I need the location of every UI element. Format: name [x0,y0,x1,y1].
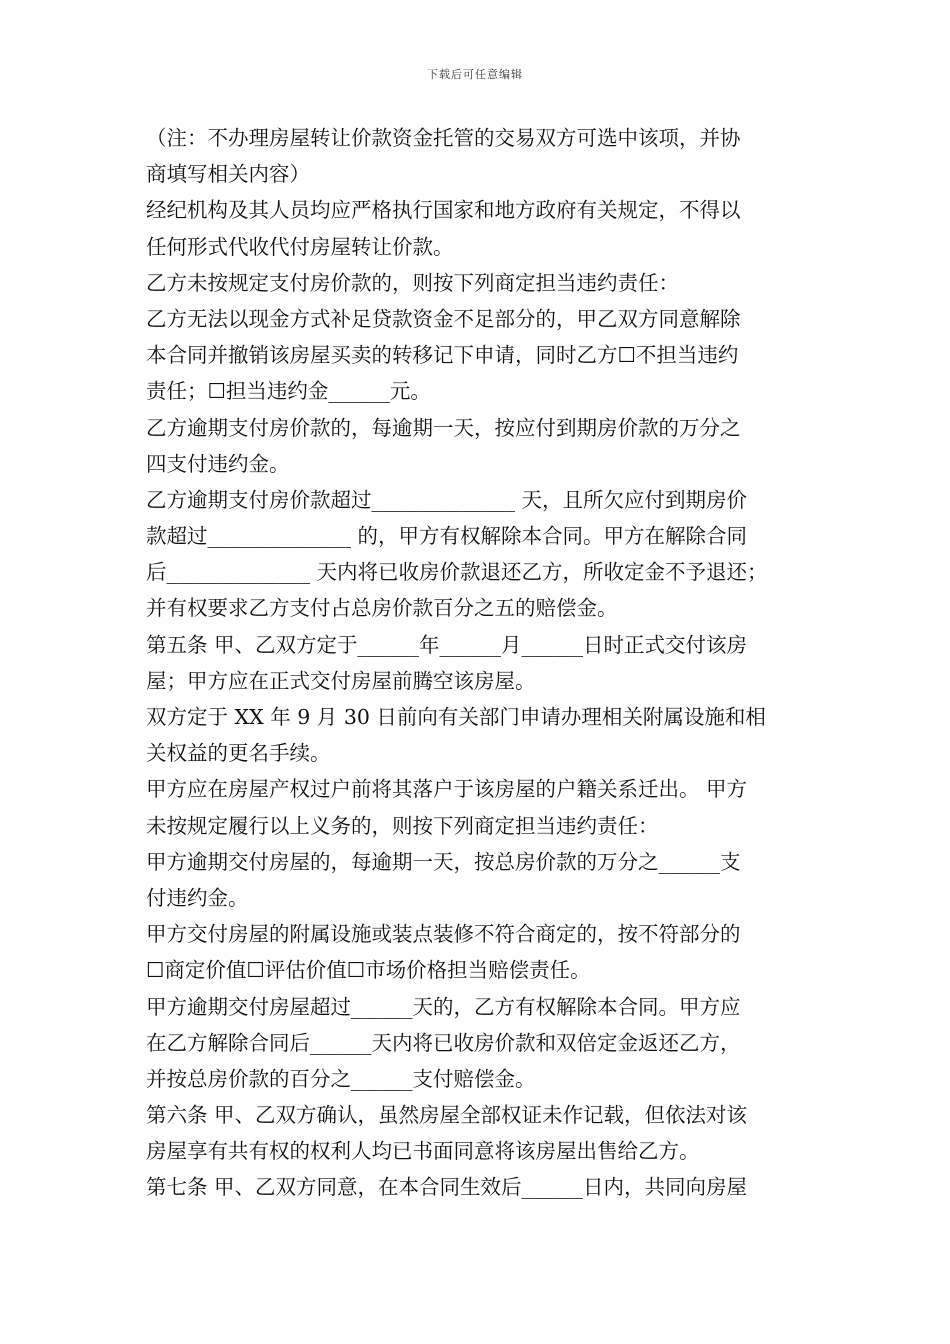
text-line: 后______________ 天内将已收房价款退还乙方，所收定金不予退还； [146,560,768,585]
text-line: 任何形式代收代付房屋转让价款。 [146,234,454,259]
text-line: 第六条 甲、乙双方确认，虽然房屋全部权证未作记载，但依法对该 [146,1103,748,1128]
text-line: 未按规定履行以上义务的，则按下列商定担当违约责任： [146,813,659,838]
document-body [146,120,810,1206]
text-line: 甲方逾期交付房屋的，每逾期一天，按总房价款的万分之______支 [146,849,741,874]
text-line: 并有权要求乙方支付占总房价款百分之五的赔偿金。 [146,596,618,621]
text-line: 房屋享有共有权的权利人均已书面同意将该房屋出售给乙方。 [146,1139,700,1164]
text-line: 责任；☐担当违约金______元。 [146,379,431,404]
text-line: 甲方逾期交付房屋超过______天的，乙方有权解除本合同。甲方应 [146,994,741,1019]
text-line: 乙方无法以现金方式补足贷款资金不足部分的，甲乙双方同意解除 [146,306,741,331]
text-line: 付违约金。 [146,885,249,910]
page-header-note: 下载后可任意编辑 [427,68,523,81]
text-line: 双方定于 XX 年 9 月 30 日前向有关部门申请办理相关附属设施和相 [146,705,766,729]
text-line: 乙方逾期支付房价款超过______________ 天，且所欠应付到期房价 [146,487,748,512]
text-line: 四支付违约金。 [146,451,290,476]
text-line: 第五条 甲、乙双方定于______年______月______日时正式交付该房 [146,632,748,657]
text-line: ☐商定价值☐评估价值☐市场价格担当赔偿责任。 [146,958,591,983]
text-line: 甲方应在房屋产权过户前将其落户于该房屋的户籍关系迁出。 甲方 [146,777,748,802]
text-line: 甲方交付房屋的附属设施或装点装修不符合商定的，按不符部分的 [146,922,741,947]
text-line: 经纪机构及其人员均应严格执行国家和地方政府有关规定，不得以 [146,198,741,223]
text-line: 乙方未按规定支付房价款的，则按下列商定担当违约责任： [146,270,679,295]
text-line: 并按总房价款的百分之______支付赔偿金。 [146,1066,536,1091]
text-line: 本合同并撤销该房屋买卖的转移记下申请，同时乙方☐不担当违约 [146,343,739,368]
text-line: 屋；甲方应在正式交付房屋前腾空该房屋。 [146,668,536,693]
text-line: （注：不办理房屋转让价款资金托管的交易双方可选中该项，并协 [146,126,741,150]
text-line: 商填写相关内容） [146,162,310,187]
text-line: 第七条 甲、乙双方同意，在本合同生效后______日内，共同向房屋 [146,1175,748,1200]
text-line: 关权益的更名手续。 [146,741,331,766]
text-line: 在乙方解除合同后______天内将已收房价款和双倍定金返还乙方， [146,1030,741,1055]
text-line: 款超过______________ 的，甲方有权解除本合同。甲方在解除合同 [146,524,748,549]
text-line: 乙方逾期支付房价款的，每逾期一天，按应付到期房价款的万分之 [146,415,741,440]
